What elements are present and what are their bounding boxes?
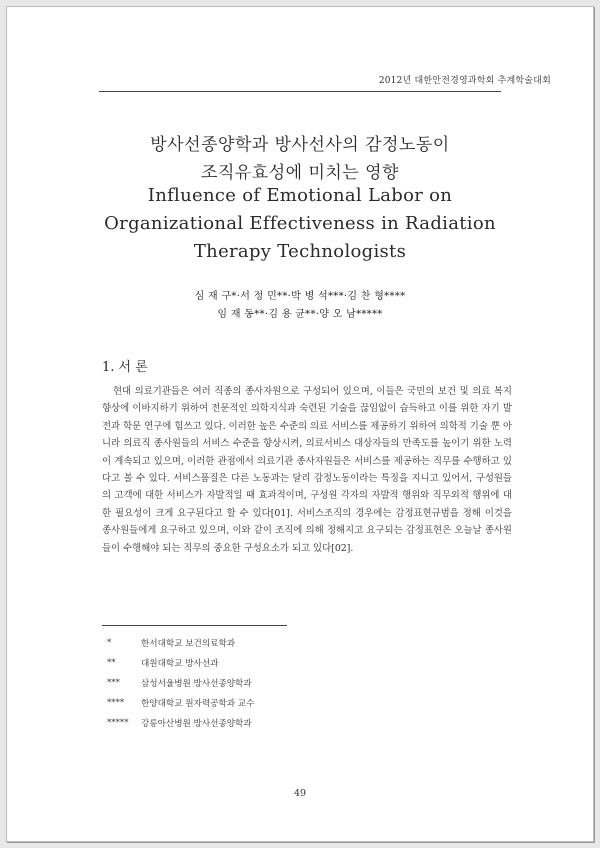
footnote-text: 강릉아산병원 방사선종양학과 [141,719,252,729]
running-header: 2012년 대한안전경영과학회 추계학술대회 [378,76,551,86]
footnote-text: 삼성서울병원 방사선종양학과 [141,679,252,689]
title-english-line-2: Organizational Effectiveness in Radiation [104,213,496,234]
page-number: 49 [293,788,307,799]
footnote [107,653,507,673]
authors-line-1: 심 재 구*·서 정 민**·박 병 석***·김 찬 형**** [194,291,406,302]
document-page [6,6,594,842]
footnote-mark: * [107,638,112,648]
footnote-text: 한서대학교 보건의료학과 [141,639,236,649]
footnotes [107,633,507,733]
footnote [107,673,507,693]
header-rule [99,91,501,92]
footnote [107,713,507,733]
footnote-mark: *** [107,678,120,688]
authors-line-2: 임 재 동**·김 용 균**·양 오 남***** [217,309,383,320]
footnote-mark: ** [107,658,116,668]
title-english-line-3: Therapy Technologists [193,241,407,262]
footnote-text: 한양대학교 원자력공학과 교수 [141,699,255,709]
footnote-text: 대원대학교 방사선과 [141,659,219,669]
title-english-line-1: Influence of Emotional Labor on [147,185,453,206]
title-korean-line-1: 방사선종양학과 방사선사의 감정노동이 [150,135,450,155]
body-paragraph: 현대 의료기관들은 여러 직종의 종사자원으로 구성되어 있으며, 이들은 국민의 보건 및 의료 복지 향상에 이바지하기 위하여 전문적인 의학지식과 숙련된 기술을 끊임없이 습득하고 이를 위한 자기 발전과 학문 연구에 힘쓰고 있다. 이러한 높은 수준의 의료 서비스를 제공하기 위하여 의학적 기술 뿐 아니라 의료직 종사원들의 서비스 수준을 향상시켜, 의료서비스 대상자들의 만족도를 높이기 위한 노력이 계속되고 있으며, 이러한 관점에서 의료기관 종사자원들은 서비스를 제공하는 직무를 수행하고 있다고 볼 수 있다. 서비스품질은 다른 노동과는 달리 감정노동이라는 특징을 지니고 있어서, 구성원들의 고객에 대한 서비스가 자발적일 때 효과적이며, 구성원 각자의 자발적 행위와 직무외적 행위에 대한 필요성이 크게 요구된다고 할 수 있다[01]. 서비스조직의 경우에는 감정표현규범을 정해 이것을 종사원들에게 요구하고 있으며, 이와 같이 조직에 의해 정해지고 요구되는 감정표현은 오늘날 종사원들이 수행해야 되는 직무의 중요한 구성요소가 되고 있다[02]. [102,386,512,554]
footnote-mark: **** [107,698,125,708]
footnote [107,633,507,653]
title-korean-line-2: 조직유효성에 미치는 영향 [201,163,399,183]
footnote-mark: ***** [107,718,129,728]
section-heading: 1. 서 론 [102,360,148,375]
footnote-rule [102,625,287,626]
footnote [107,693,507,713]
